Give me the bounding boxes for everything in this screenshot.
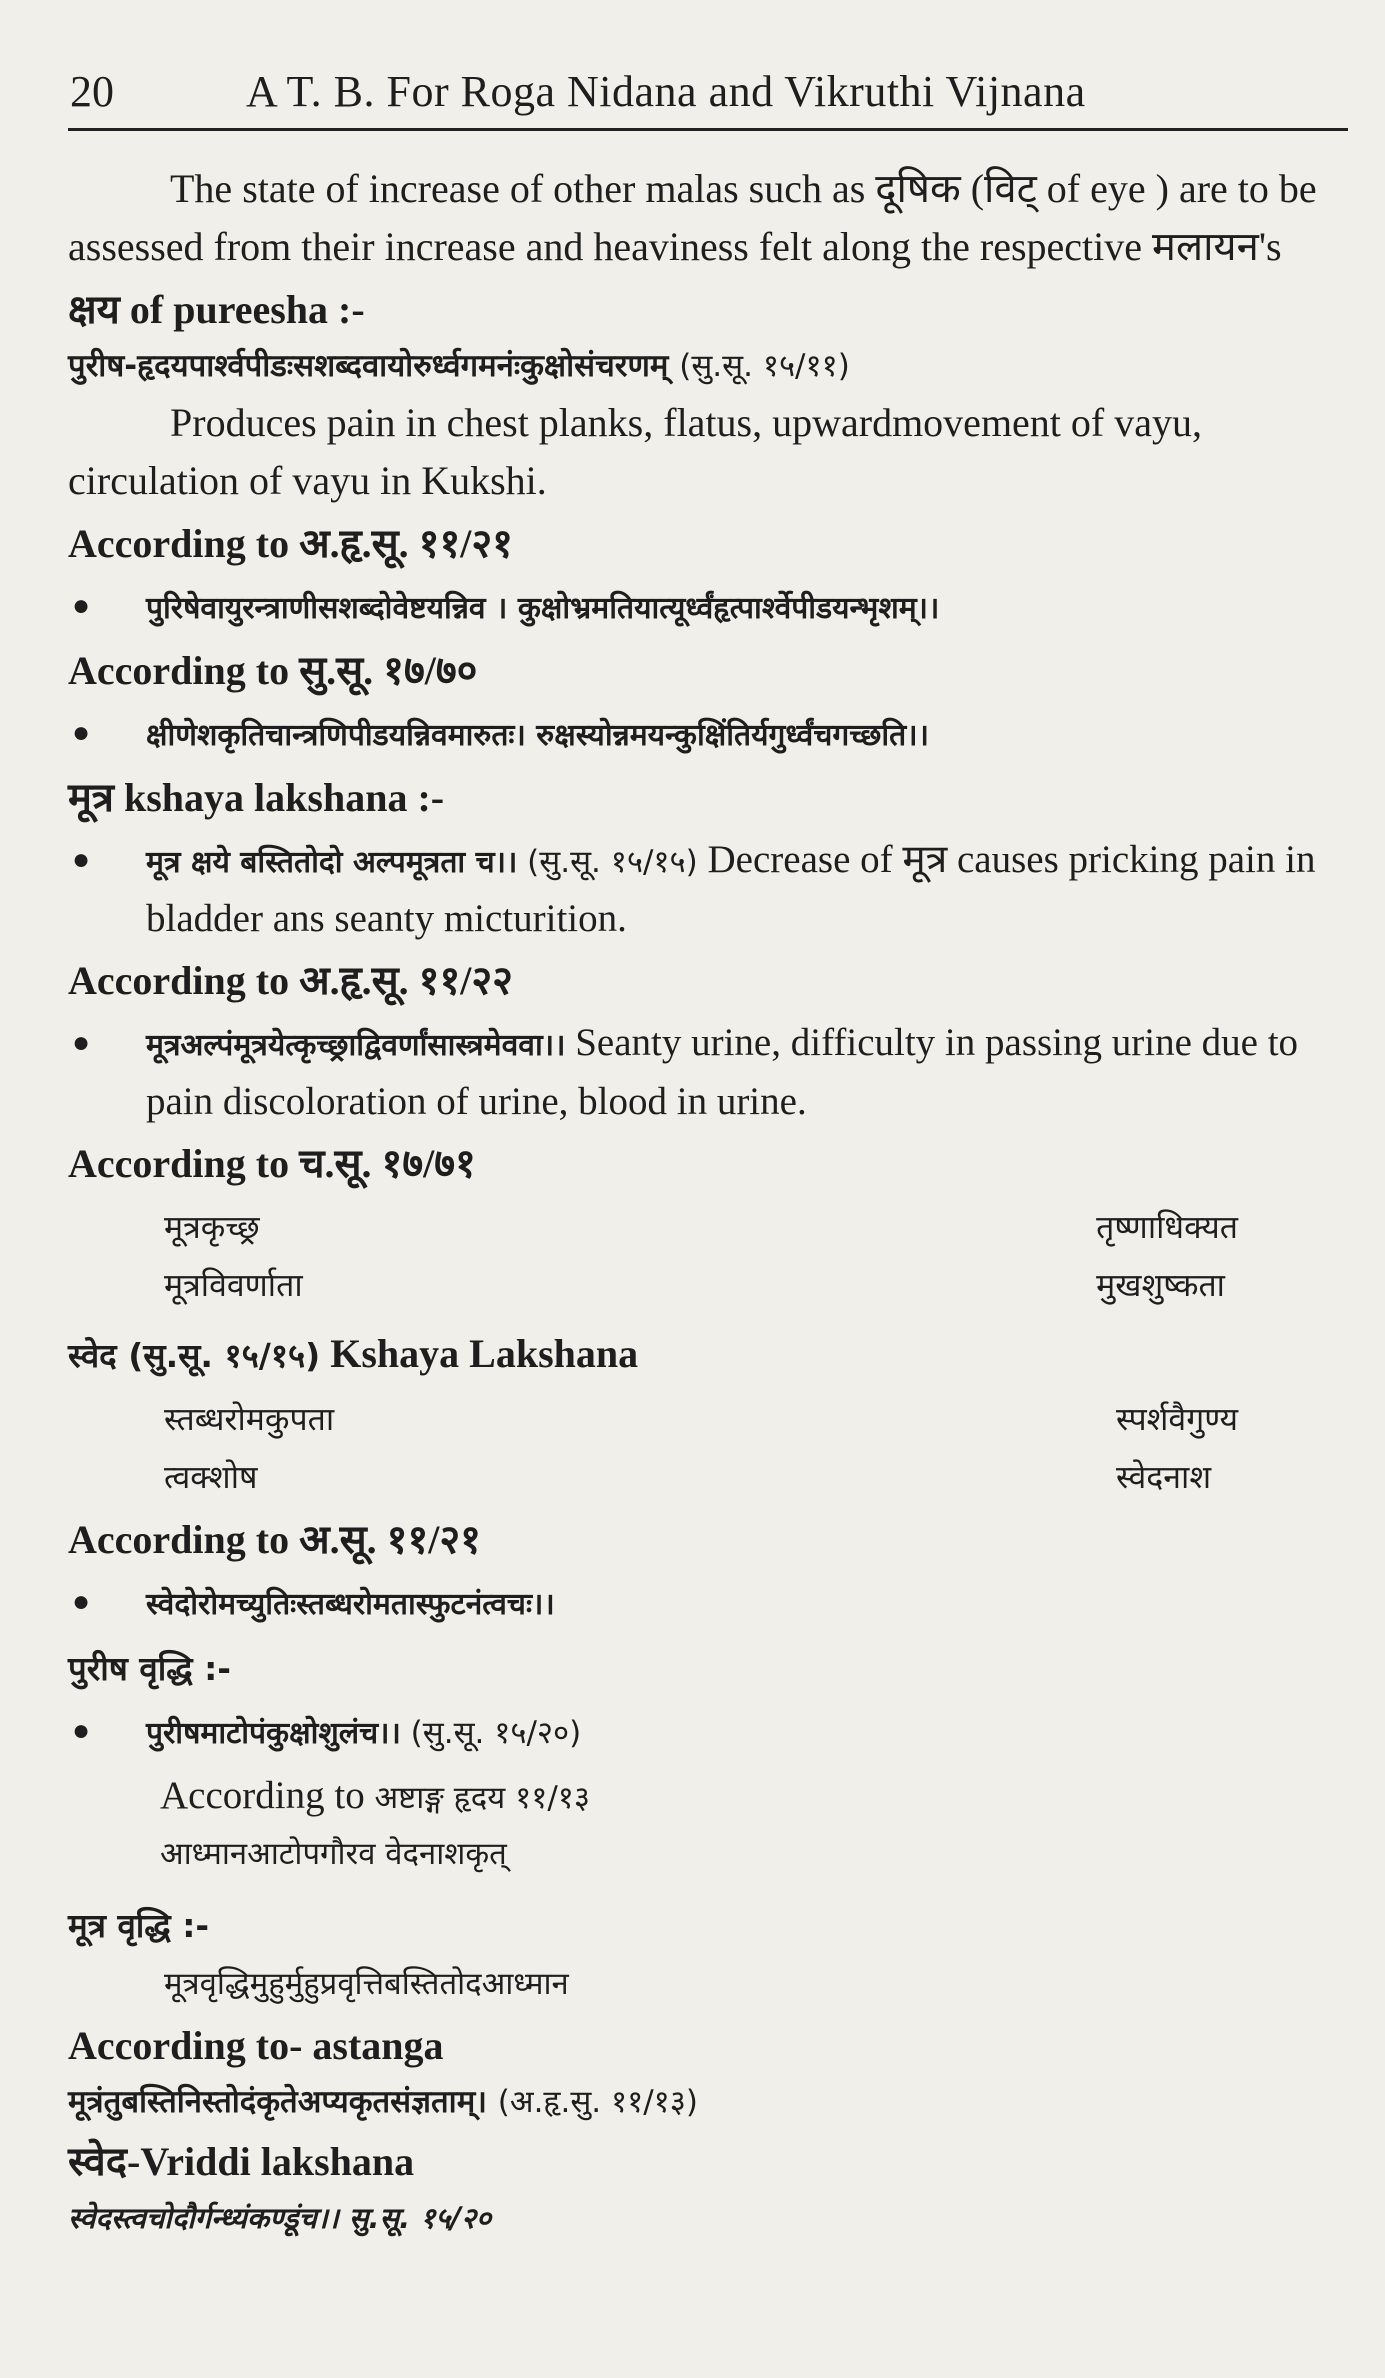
list-item — [68, 832, 1348, 947]
page-number: 20 — [70, 67, 114, 116]
sweda-kshaya-heading — [68, 1326, 1348, 1384]
verse-text: पुरिषेवायुरन्त्राणीसशब्दोवेष्टयन्निव । कुक्षोभ्रमतियात्यूर्ध्वंहृत्पार्श्वेपीडयन्भृशम्।। — [146, 591, 940, 626]
citation-prefix: According to — [160, 1774, 365, 1817]
pureesha-vriddhi-citation — [68, 1768, 1348, 1882]
according-heading-1: According to अ.हृ.सू. ११/२१ — [68, 521, 513, 566]
list-item — [68, 705, 1348, 764]
symptom-item: तृष्णाधिक्यत — [1096, 1208, 1238, 1246]
pureesha-kshaya-heading: क्षय of pureesha :- — [68, 287, 365, 332]
list-item — [68, 1703, 1348, 1762]
list-item — [68, 1015, 1348, 1130]
mutra-kshaya-heading: मूत्र kshaya lakshana :- — [68, 775, 445, 820]
verse-reference: (सु.सू. १५/२०) — [410, 1715, 582, 1751]
symptom-item: मूत्रकृच्छ्र — [164, 1208, 260, 1246]
mutra-vriddhi-heading: मूत्र वृद्धि :- — [68, 1906, 210, 1945]
symptom-column-left — [164, 1198, 303, 1314]
verse-text: पुरीष-हृदयपार्श्वपीडःसशब्दवायोरुर्ध्वगमनंःकुक्षोसंचरणम् — [68, 348, 669, 384]
intro-paragraph: The state of increase of other malas such as दूषिक (विट् of eye ) are to be assessed from their increase and heaviness felt along the respective मलायन's — [68, 166, 1317, 269]
verse-text: पुरीषमाटोपंकुक्षोशुलंच।। — [146, 1716, 401, 1751]
verse-reference: (सु.सू. १५/११) — [679, 348, 850, 384]
symptom-item: स्तब्धरोमकुपता — [164, 1400, 335, 1438]
symptom-item: मुखशुष्कता — [1096, 1266, 1225, 1304]
bullet-icon: ● — [72, 716, 91, 749]
citation-line: आध्मानआटोपगौरव वेदनाशकृत् — [160, 1836, 507, 1872]
according-heading-2: According to सु.सू. १७/७० — [68, 648, 478, 693]
pureesha-vriddhi-heading: पुरीष वृद्धि :- — [68, 1649, 231, 1688]
pureesha-kshaya-verse — [68, 340, 1348, 392]
symptom-columns — [68, 1390, 1348, 1506]
symptom-column-left — [164, 1390, 334, 1506]
according-heading-5: According to अ.सू. ११/२१ — [68, 1517, 481, 1562]
bullet-icon: ● — [72, 843, 91, 876]
heading-devanagari: स्वेद (सु.सू. १५/१५) — [68, 1336, 321, 1375]
verse-text: मूत्रंतुबस्तिनिस्तोदंकृतेअप्यकृतसंज्ञताम्। — [68, 2084, 487, 2120]
verse-explanation: Seanty urine, difficulty in passing urine due to pain discoloration of urine, blood in urine. — [146, 1021, 1299, 1123]
bullet-icon: ● — [72, 589, 91, 622]
symptom-columns — [68, 1198, 1348, 1314]
pureesha-kshaya-explanation: Produces pain in chest planks, flatus, upwardmovement of vayu, circulation of vayu in Kukshi. — [68, 400, 1202, 503]
sweda-vriddhi-verse: स्वेदस्त्वचोदौर्गन्ध्यंकण्डूंच।। सु.सू. १५/२० — [68, 2201, 492, 2235]
according-heading-3: According to अ.हृ.सू. ११/२२ — [68, 958, 513, 1003]
verse-text: मूत्र क्षये बस्तितोदो अल्पमूत्रता च।। — [146, 845, 518, 880]
symptom-item: मूत्रविवर्णाता — [164, 1266, 303, 1304]
verse-reference: (सु.सू. १५/१५) — [527, 844, 698, 880]
heading-english: Kshaya Lakshana — [330, 1331, 639, 1376]
symptom-column-right — [1096, 1198, 1238, 1314]
page-header — [68, 62, 1348, 131]
verse-reference: (अ.हृ.सु. ११/१३) — [497, 2084, 699, 2120]
symptom-item: त्वक्शोष — [164, 1458, 258, 1496]
symptom-item: स्पर्शवैगुण्य — [1116, 1400, 1238, 1438]
verse-text: क्षीणेशकृतिचान्त्रणिपीडयन्निवमारुतः। रुक्षस्योन्नमयन्कुक्षिंतिर्यगुर्ध्वंचगच्छति।। — [146, 718, 929, 753]
list-item — [68, 1574, 1348, 1633]
verse-text: मूत्रअल्पंमूत्रयेत्कृच्छ्राद्विवर्णांसास्त्रमेववा।। — [146, 1028, 566, 1063]
according-heading-6: According to- astanga — [68, 2023, 444, 2068]
mutra-vriddhi-line: मूत्रवृद्धिमुहुर्मुहुप्रवृत्तिबस्तितोदआध्मान — [164, 1966, 569, 2002]
citation-source: अष्टाङ्ग हृदय ११/१३ — [374, 1780, 591, 1816]
running-title: A T. B. For Roga Nidana and Vikruthi Vijnana — [246, 67, 1086, 116]
verse-explanation: Decrease of मूत्र causes pricking pain in bladder ans seanty micturition. — [146, 838, 1316, 940]
sweda-vriddhi-heading: स्वेद-Vriddi lakshana — [68, 2139, 415, 2184]
acc6-verse — [68, 2076, 1348, 2128]
verse-text: स्वेदोरोमच्युतिःस्तब्धरोमतास्फुटनंत्वचः।। — [146, 1587, 555, 1622]
symptom-item: स्वेदनाश — [1116, 1458, 1212, 1496]
bullet-icon: ● — [72, 1585, 91, 1618]
symptom-column-right — [1116, 1390, 1238, 1506]
bullet-icon: ● — [72, 1026, 91, 1059]
list-item — [68, 578, 1348, 637]
bullet-icon: ● — [72, 1714, 91, 1747]
page-body — [68, 160, 1348, 2244]
according-heading-4: According to च.सू. १७/७१ — [68, 1141, 476, 1186]
